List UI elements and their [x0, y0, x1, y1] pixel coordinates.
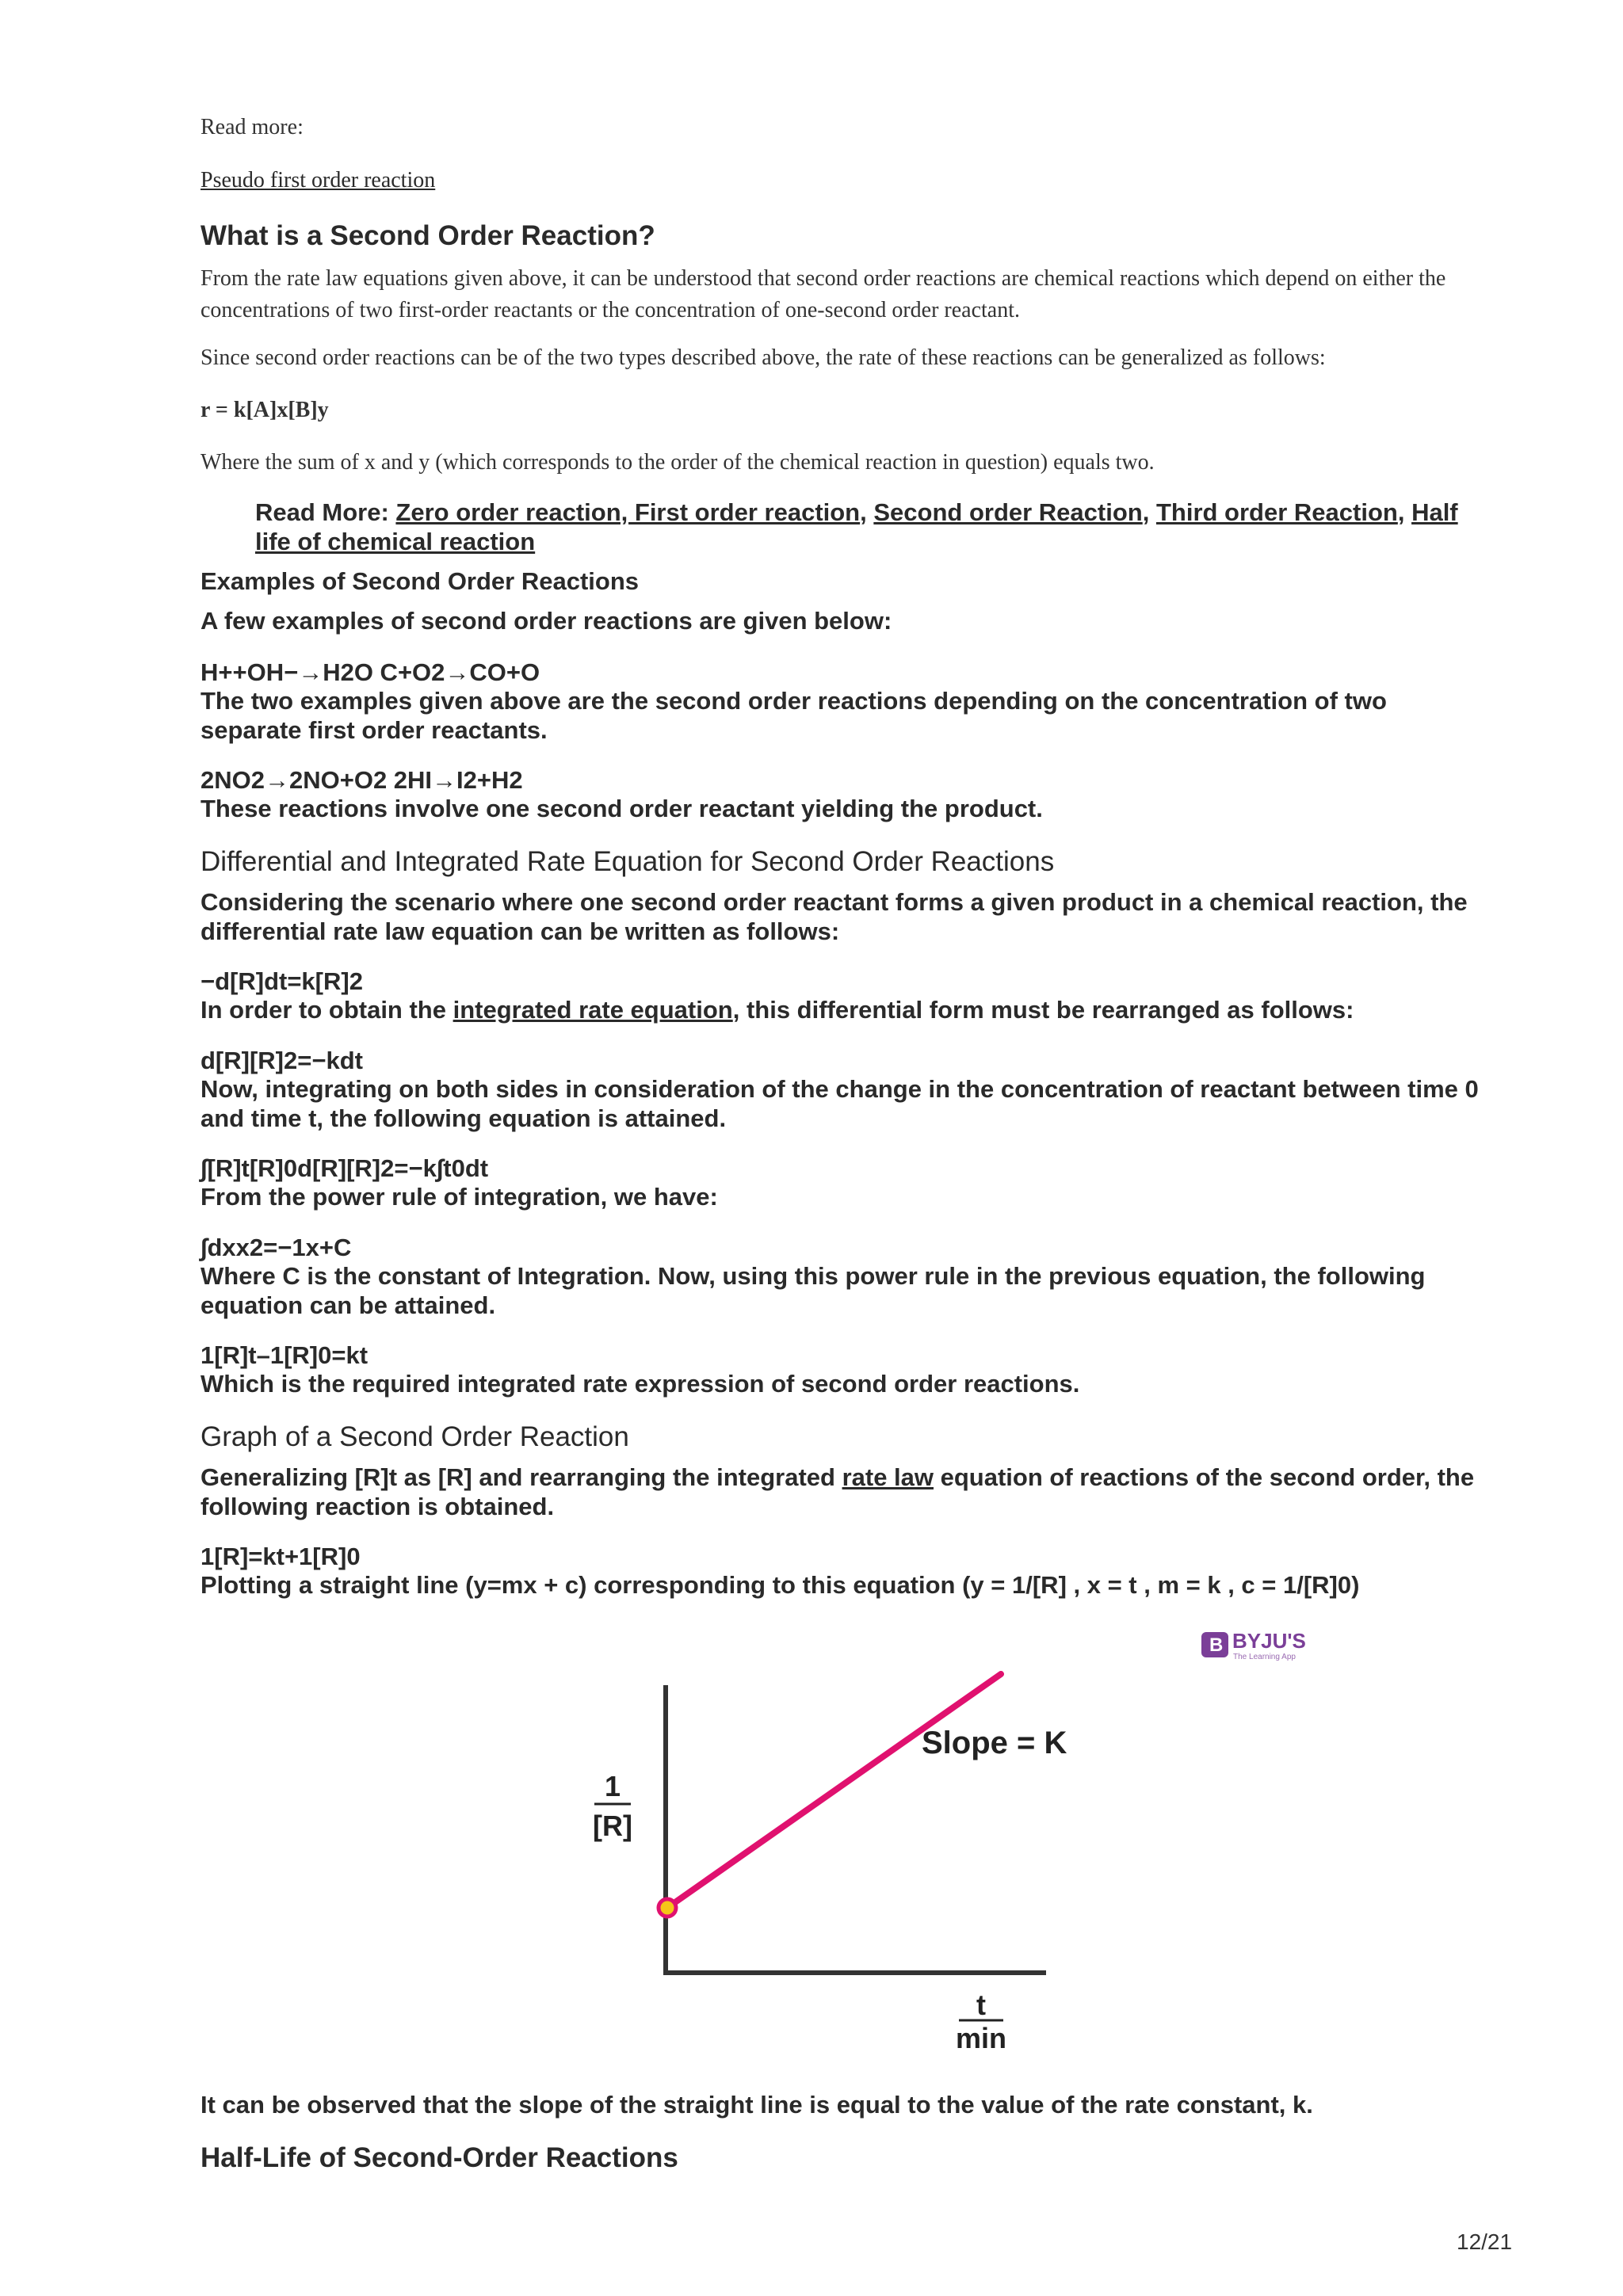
y-label-numerator: 1	[604, 1770, 621, 1802]
pseudo-first-order-link[interactable]: Pseudo first order reaction	[200, 168, 436, 193]
heading-examples: Examples of Second Order Reactions	[200, 567, 640, 595]
graph-svg	[555, 1628, 1331, 2072]
power-rule-intro: From the power rule of integration, we have:	[200, 1183, 718, 1211]
y-label-denominator: [R]	[593, 1810, 632, 1842]
rate-equation: r = k[A]x[B]y	[200, 398, 329, 422]
example-1-equation: H++OH−→H2O C+O2→CO+O	[200, 658, 540, 686]
example-1-description: The two examples given above are the second order reactions depending on the concentration of two separate first order reactants.	[200, 687, 1387, 744]
integrating-description: Now, integrating on both sides in consideration of the change in the concentration of reactant between time 0 and time t, the following equation is attained.	[200, 1075, 1479, 1132]
equation-power-rule: ∫dxx2=−1x+C	[200, 1234, 352, 1261]
x-label-numerator: t	[976, 1989, 986, 2021]
equation-differential: −d[R]dt=k[R]2	[200, 967, 363, 995]
slope-conclusion: It can be observed that the slope of the straight line is equal to the value of the rate constant, k.	[200, 2091, 1313, 2119]
example-2-description: These reactions involve one second order reactant yielding the product.	[200, 795, 1043, 822]
integrated-expression-note: Which is the required integrated rate expression of second order reactions.	[200, 1370, 1080, 1398]
logo-subtitle: The Learning App	[1233, 1653, 1296, 1661]
equation-final: 1[R]t–1[R]0=kt	[200, 1341, 369, 1369]
paragraph-definition: From the rate law equations given above, it can be understood that second order reactions are chemical reactions which depend on either the concentrations of two first-order reactants or the concentration of one-second order reactant.	[200, 266, 1446, 322]
graph-intro-pre: Generalizing [R]t as [R] and rearranging the integrated	[200, 1463, 842, 1491]
separator: ,	[1397, 498, 1412, 526]
link-integrated-rate-equation[interactable]: integrated rate equation	[453, 996, 733, 1024]
paragraph-sum-xy: Where the sum of x and y (which corresponds to the order of the chemical reaction in question) equals two.	[200, 450, 1155, 475]
graph-intro-post: equation of reactions of the second order, the following reaction is obtained.	[200, 1463, 1475, 1520]
link-third-order[interactable]: Third order Reaction	[1155, 498, 1398, 526]
second-order-graph	[555, 1628, 1331, 2072]
graph-intro	[200, 1463, 1484, 1521]
integrated-intro-post: , this differential form must be rearranged as follows:	[732, 996, 1354, 1024]
page-number: 12/21	[1457, 2229, 1513, 2254]
heading-second-order: What is a Second Order Reaction?	[200, 220, 655, 251]
integrated-intro-pre: In order to obtain the	[200, 996, 453, 1024]
read-more-block-label: Read More:	[255, 498, 396, 526]
examples-intro: A few examples of second order reactions are given below:	[200, 607, 892, 635]
link-rate-law[interactable]: rate law	[842, 1463, 934, 1491]
link-zero-first-order[interactable]: Zero order reaction, First order reaction	[395, 498, 861, 526]
differential-intro: Considering the scenario where one second order reactant forms a given product in a chemical reaction, the differential rate law equation can be written as follows:	[200, 888, 1468, 945]
read-more-block	[255, 498, 1491, 556]
heading-differential: Differential and Integrated Rate Equation for Second Order Reactions	[200, 846, 1055, 877]
equation-rearranged: d[R][R]2=−kdt	[200, 1047, 363, 1074]
byjus-logo	[1201, 1629, 1306, 1661]
separator: ,	[1142, 498, 1156, 526]
x-label-denominator: min	[955, 2022, 1007, 2054]
integrated-intro	[200, 995, 1354, 1024]
constant-description: Where C is the constant of Integration. Now, using this power rule in the previous equation, the following equation can be attained.	[200, 1262, 1426, 1319]
plotting-description: Plotting a straight line (y=mx + c) corresponding to this equation (y = 1/[R] , x = t , m = k , c = 1/[R]0)	[200, 1571, 1360, 1599]
paragraph-generalization: Since second order reactions can be of the two types described above, the rate of these reactions can be generalized as follows:	[200, 345, 1326, 370]
read-more-label: Read more:	[200, 115, 304, 139]
separator: ,	[860, 498, 874, 526]
logo-mark-letter: B	[1209, 1634, 1224, 1656]
logo-text: BYJU'S	[1232, 1629, 1306, 1653]
link-half-life[interactable]: Half life of chemical reaction	[255, 498, 1458, 555]
slope-annotation: Slope = K	[922, 1726, 1067, 1760]
example-2-equation: 2NO2→2NO+O2 2HI→I2+H2	[200, 766, 523, 794]
y-intercept-point	[659, 1899, 676, 1917]
heading-graph: Graph of a Second Order Reaction	[200, 1421, 629, 1452]
data-line	[667, 1674, 1001, 1908]
link-second-order[interactable]: Second order Reaction	[873, 498, 1143, 526]
heading-half-life: Half-Life of Second-Order Reactions	[200, 2142, 678, 2173]
equation-integral: ∫[R]t[R]0d[R][R]2=−k∫t0dt	[200, 1154, 489, 1182]
equation-line: 1[R]=kt+1[R]0	[200, 1543, 361, 1570]
